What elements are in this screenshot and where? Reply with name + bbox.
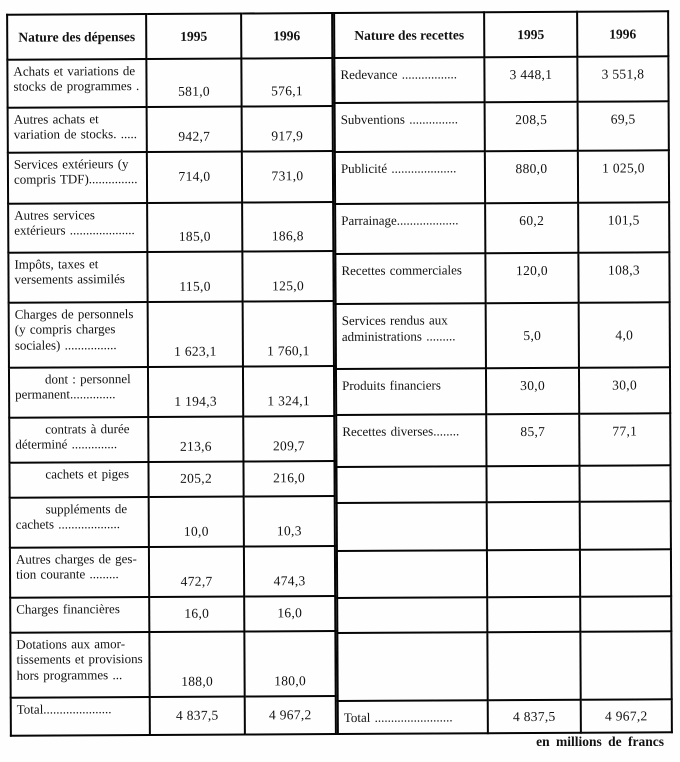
table-row: [336, 413, 670, 467]
table-row-empty: [337, 549, 671, 598]
expense-total-1995-value: 4 837,5: [150, 697, 245, 735]
expense-label: Achats et variations de stocks de programmes .: [7, 59, 146, 108]
expense-label: dont : personnel permanent..............: [9, 367, 148, 418]
revenue-1995-value: 3 448,1: [484, 57, 577, 103]
expense-1995-value: 472,7: [149, 547, 244, 597]
expense-1996-value: 125,0: [242, 251, 333, 301]
expenses-total-row: [11, 696, 336, 736]
revenue-1996-value: 101,5: [578, 202, 669, 253]
expense-total-1996-value: 4 967,2: [245, 696, 336, 734]
table-row: [8, 251, 333, 303]
revenue-1996-value: 30,0: [579, 368, 670, 414]
unit-note: en millions de francs: [536, 734, 664, 749]
expense-1996-value: 209,7: [243, 416, 334, 461]
table-row: [336, 302, 670, 369]
revenue-1995-value: [487, 597, 580, 633]
expense-1995-value: 1 194,3: [148, 367, 243, 417]
revenue-total-1995-value: 4 837,5: [488, 699, 581, 733]
expenses-header-1995: 1995: [146, 14, 241, 59]
table-row: [335, 150, 669, 204]
expense-label: Autres services extérieurs ....................: [8, 203, 147, 253]
table-row: [10, 496, 335, 548]
table-row: [9, 366, 334, 418]
expenses-header-label: Nature des dépenses: [7, 14, 146, 60]
expense-1996-value: 180,0: [244, 631, 335, 696]
expense-total-label: Total.....................: [11, 697, 150, 736]
table-row: [10, 631, 335, 698]
expense-1996-value: 10,3: [244, 496, 335, 546]
revenue-1996-value: 77,1: [579, 413, 670, 466]
table-row: [8, 151, 333, 204]
expense-1995-value: 581,0: [146, 59, 241, 107]
expense-1995-value: 205,2: [148, 462, 243, 497]
revenue-label: Recettes commerciales: [335, 253, 485, 304]
table-row: [335, 102, 669, 152]
expense-1996-value: 186,8: [242, 202, 333, 251]
table-row: [335, 252, 669, 304]
expense-1996-value: 1 760,1: [243, 301, 334, 366]
revenue-1995-value: 5,0: [486, 303, 579, 369]
revenue-label: Produits financiers: [336, 369, 486, 415]
revenue-label: [337, 550, 487, 598]
revenue-1995-value: [487, 502, 580, 551]
expense-label: Charges de personnels (y compris charges sociales) ................: [9, 302, 148, 368]
expense-1996-value: 216,0: [243, 461, 334, 496]
revenue-1995-value: [487, 550, 580, 598]
table-row: [10, 596, 335, 633]
revenues-header-1995: 1995: [484, 12, 577, 58]
revenue-label: [337, 633, 487, 701]
revenue-label: Parrainage...................: [335, 203, 485, 254]
expense-label: Autres achats et variation de stocks. .....: [8, 107, 147, 153]
expense-1995-value: 10,0: [149, 497, 244, 547]
table-row: [7, 58, 332, 108]
revenue-label: Publicité ....................: [335, 151, 485, 204]
revenue-total-label: Total ........................: [338, 700, 488, 734]
expense-label: Dotations aux amor-tissements et provisions hors programmes ...: [10, 632, 149, 698]
expense-1995-value: 714,0: [147, 152, 242, 203]
expense-1995-value: 188,0: [149, 632, 244, 697]
table-row-empty: [337, 632, 671, 701]
table-row-empty: [336, 465, 670, 503]
revenue-1996-value: 4,0: [579, 302, 670, 368]
expense-1995-value: 942,7: [147, 107, 242, 152]
revenue-label: Redevance .................: [334, 57, 484, 103]
revenue-1995-value: [486, 466, 579, 503]
revenue-label: [337, 598, 487, 634]
revenues-total-row: [338, 699, 672, 734]
table-row: [336, 368, 670, 415]
expense-1996-value: 576,1: [241, 58, 332, 106]
expense-1995-value: 115,0: [147, 252, 242, 302]
expense-label: contrats à durée déterminé ..............: [9, 417, 148, 463]
table-row: [334, 56, 668, 103]
revenue-total-1996-value: 4 967,2: [581, 699, 672, 733]
revenue-label: [337, 502, 487, 551]
table-row: [8, 106, 333, 153]
expense-label: Charges financières: [10, 597, 149, 633]
expense-label: cachets et piges: [9, 462, 148, 498]
expense-1995-value: 185,0: [147, 203, 242, 252]
revenue-1996-value: 1 025,0: [578, 150, 669, 203]
table-row: [8, 202, 333, 253]
revenue-1996-value: 69,5: [578, 102, 669, 151]
expense-1996-value: 1 324,1: [243, 366, 334, 416]
revenue-label: Subventions ...............: [335, 103, 485, 152]
budget-tables: [6, 10, 673, 736]
revenue-1996-value: [579, 465, 670, 502]
expense-1995-value: 16,0: [149, 597, 244, 632]
revenues-table: [333, 10, 673, 735]
revenue-1995-value: 208,5: [485, 102, 578, 151]
revenue-1995-value: [487, 632, 580, 700]
revenue-1996-value: [580, 597, 671, 633]
revenues-header-1996: 1996: [577, 11, 668, 57]
table-row: [9, 301, 334, 368]
revenue-1996-value: 108,3: [578, 252, 669, 303]
expense-label: Services extérieurs (y compris TDF)...............: [8, 152, 147, 204]
revenue-label: [336, 466, 486, 503]
revenue-1995-value: 120,0: [485, 253, 578, 304]
revenue-1996-value: [580, 549, 671, 597]
table-row: [335, 202, 669, 254]
expense-1995-value: 1 623,1: [148, 302, 243, 367]
expense-label: suppléments de cachets ...................: [10, 497, 149, 548]
table-row: [10, 546, 335, 598]
expense-label: Impôts, taxes et versements assimilés: [8, 252, 147, 303]
table-row: [9, 416, 334, 463]
expense-1996-value: 731,0: [242, 151, 333, 202]
revenue-1995-value: 30,0: [486, 368, 579, 414]
revenue-1995-value: 85,7: [486, 413, 579, 466]
table-row: [9, 461, 334, 498]
expenses-header-row: [7, 13, 332, 60]
expenses-table: [6, 12, 337, 737]
revenue-1996-value: 3 551,8: [577, 56, 668, 102]
expenses-header-1996: 1996: [241, 13, 332, 58]
expense-label: Autres charges de ges-tion courante .........: [10, 547, 149, 598]
revenues-header-label: Nature des recettes: [334, 12, 484, 58]
table-row-empty: [337, 597, 671, 634]
expense-1995-value: 213,6: [148, 417, 243, 462]
expense-1996-value: 16,0: [244, 596, 335, 631]
revenue-1996-value: [580, 632, 671, 700]
revenue-label: Services rendus aux administrations .........: [336, 303, 486, 369]
table-row-empty: [337, 501, 671, 551]
expense-1996-value: 474,3: [244, 546, 335, 596]
revenue-label: Recettes diverses........: [336, 414, 486, 467]
revenue-1996-value: [580, 501, 671, 550]
revenues-header-row: [334, 11, 668, 58]
revenue-1995-value: 60,2: [485, 203, 578, 254]
expense-1996-value: 917,9: [242, 106, 333, 151]
revenue-1995-value: 880,0: [485, 150, 578, 203]
